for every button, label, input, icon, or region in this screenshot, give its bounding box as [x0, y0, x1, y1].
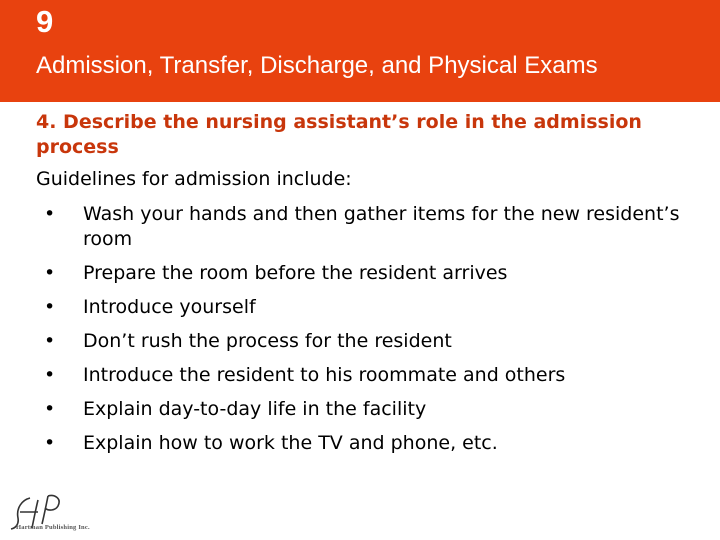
- bullet-icon: •: [44, 262, 56, 284]
- bullet-icon: •: [44, 364, 56, 386]
- list-item-text: Explain how to work the TV and phone, etc.: [83, 432, 498, 454]
- bullet-icon: •: [44, 432, 56, 454]
- list-item-text: Introduce yourself: [83, 296, 256, 318]
- intro-text: Guidelines for admission include:: [36, 168, 352, 190]
- section-heading: 4. Describe the nursing assistant’s role in the admission process: [36, 111, 642, 158]
- list-item-text: Prepare the room before the resident arrives: [83, 262, 508, 284]
- list-item: [36, 363, 696, 388]
- list-item: [36, 202, 696, 252]
- bullet-icon: •: [44, 296, 56, 318]
- list-item: [36, 431, 696, 456]
- list-item: [36, 295, 696, 320]
- publisher-name: Hartman Publishing Inc.: [16, 524, 90, 531]
- list-item: [36, 261, 696, 286]
- list-item-text: Don’t rush the process for the resident: [83, 330, 452, 352]
- list-item-text: Wash your hands and then gather items for the new resident’s room: [83, 203, 680, 250]
- list-item: [36, 329, 696, 354]
- bullet-icon: •: [44, 330, 56, 352]
- bullet-icon: •: [44, 398, 56, 420]
- list-item-text: Explain day-to-day life in the facility: [83, 398, 427, 420]
- list-item: [36, 397, 696, 422]
- chapter-title: Admission, Transfer, Discharge, and Physical Exams: [36, 52, 598, 79]
- guidelines-list: [36, 202, 696, 465]
- slide-header: [0, 0, 720, 102]
- bullet-icon: •: [44, 203, 56, 225]
- chapter-number: 9: [36, 4, 54, 39]
- list-item-text: Introduce the resident to his roommate and others: [83, 364, 566, 386]
